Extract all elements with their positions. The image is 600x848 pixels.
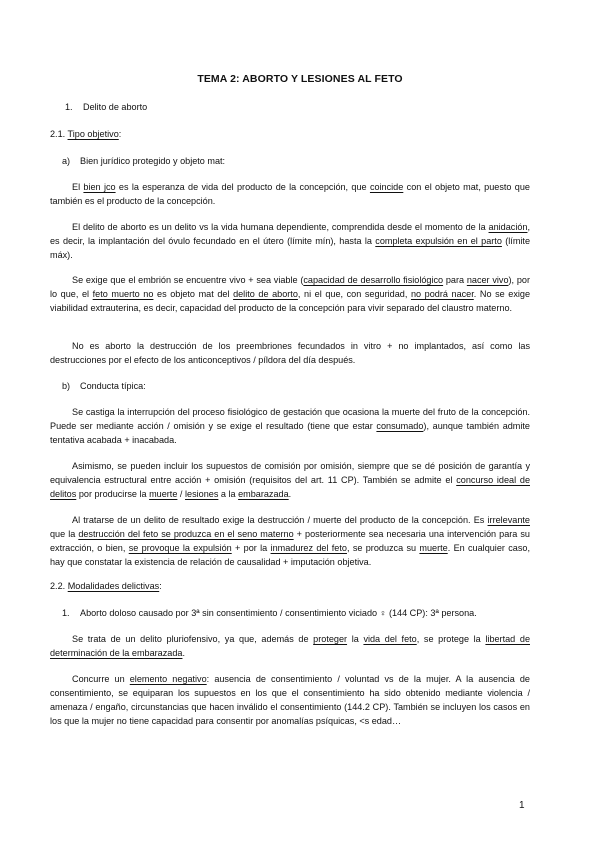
- paragraph-3: [50, 274, 530, 316]
- underlined-text: nacer vivo: [466, 275, 509, 285]
- text: . No se exige viabilidad extrauterina, es decir, capacidad del producto de la concepción para vivir separado del claustro materno.: [50, 288, 531, 313]
- paragraph-2: [50, 221, 530, 263]
- list-marker: a): [62, 156, 71, 166]
- list-marker: b): [62, 381, 71, 391]
- text: con el objeto mat, puesto que también es el producto de la concepción.: [50, 182, 530, 206]
- text: por producirse la: [76, 488, 150, 499]
- text: + posteriormente sea necesaria una intervención para su extracción, o bien,: [50, 528, 530, 553]
- underlined-text: capacidad de desarrollo fisiológico: [303, 275, 444, 285]
- paragraph-5: [50, 406, 530, 448]
- text: Se trata de un delito pluriofensivo, ya que, además de: [72, 634, 314, 644]
- subsection-heading-2-2: [50, 581, 162, 591]
- text: , se protege la: [416, 634, 486, 644]
- text: es la esperanza de vida del producto de la concepción, que: [115, 182, 370, 192]
- underlined-text: lesiones: [185, 488, 219, 499]
- underlined-text: elemento negativo: [129, 674, 207, 684]
- text: , ni el que, con seguridad,: [297, 288, 411, 299]
- text: No es aborto la destrucción de los preembriones fecundados in vitro + no implantados, así como las destrucciones por el efecto de los anticonceptivos / píldora del día después.: [50, 341, 530, 365]
- list-label: Bien jurídico protegido y objeto mat:: [80, 156, 226, 166]
- text: a la: [218, 488, 239, 499]
- text: , se produzca su: [346, 542, 420, 553]
- underlined-text: concurso ideal de delitos: [50, 474, 530, 499]
- underlined-text: vida del feto: [363, 634, 417, 644]
- text: .: [288, 488, 292, 499]
- list-item-1: [62, 608, 477, 618]
- underlined-text: muerte: [149, 488, 178, 499]
- subsection-label: Tipo objetivo: [67, 129, 119, 139]
- paragraph-1: [50, 181, 530, 209]
- text: + por la: [231, 542, 271, 553]
- text: Asimismo, se pueden incluir los supuestos de comisión por omisión, siempre que se dé posición de garantía y equivalencia estructural entre acción + omisión (requisitos del art. 11 CP). También se admite el: [50, 461, 530, 485]
- text: ), aunque también admite tentativa acabada + inacabada.: [50, 420, 530, 445]
- text: El: [72, 182, 84, 192]
- underlined-text: inmadurez del feto: [270, 542, 347, 553]
- subsection-suffix: :: [118, 129, 122, 139]
- list-label: Aborto doloso causado por 3ª sin consentimiento / consentimiento viciado ♀ (144 CP): 3ª persona.: [80, 608, 477, 618]
- section-heading-1: [65, 102, 147, 112]
- section-label: Delito de aborto: [83, 102, 148, 112]
- paragraph-8: [50, 633, 530, 661]
- underlined-text: feto muerto no: [92, 288, 154, 299]
- underlined-text: muerte: [419, 542, 448, 553]
- text: /: [177, 488, 185, 499]
- text: Se exige que el embrión se encuentre vivo + sea viable (: [72, 275, 304, 285]
- underlined-text: no podrá nacer: [410, 288, 474, 299]
- subsection-number: 2.1.: [50, 129, 68, 139]
- section-number: 1.: [65, 102, 73, 112]
- text: (límite máx).: [50, 235, 530, 260]
- text: : ausencia de consentimiento / voluntad vs de la mujer. A la ausencia de consentimiento, se equiparan los supuestos en los que el consentimiento ha sido obtenido mediante violencia / amenaza / engaño, circunstancias que hacen inválido el consentimiento (144.2 CP). También se incluyen los casos en los que la mujer no tiene capacidad para consentir por anomalías psíquicas, <s edad…: [50, 674, 530, 726]
- underlined-text: bien jco: [83, 182, 116, 192]
- underlined-text: se provoque la expulsión: [128, 542, 232, 553]
- underlined-text: delito de aborto: [233, 288, 298, 299]
- underlined-text: anidación: [488, 222, 528, 232]
- text: , es decir, la implantación del óvulo fecundado en el útero (límite mín), hasta la: [50, 222, 530, 246]
- text: Al tratarse de un delito de resultado exige la destrucción / muerte del producto de la concepción. Es: [72, 515, 488, 525]
- list-marker: 1.: [62, 608, 70, 618]
- subsection-suffix: :: [159, 581, 162, 591]
- text: El delito de aborto es un delito vs la vida humana dependiente, comprendida desde el momento de la: [72, 222, 489, 232]
- text: . En cualquier caso, hay que constatar la existencia de relación de causalidad + imputación objetiva.: [50, 542, 530, 567]
- underlined-text: embarazada: [238, 488, 289, 499]
- subsection-number: 2.2.: [50, 581, 68, 591]
- text: Se castiga la interrupción del proceso fisiológico de gestación que ocasiona la muerte del fruto de la concepción. Puede ser mediante acción / omisión y se exige el resultado (tiene que estar: [50, 407, 530, 431]
- text: Concurre un: [72, 674, 130, 684]
- underlined-text: destrucción del feto se produzca en el seno materno: [78, 528, 294, 539]
- list-item-b: [62, 381, 146, 391]
- text: que la: [50, 528, 79, 539]
- underlined-text: proteger: [313, 634, 348, 644]
- list-item-a: [62, 156, 225, 166]
- text: para: [443, 275, 467, 285]
- paragraph-6: [50, 460, 530, 502]
- underlined-text: libertad de determinación de la embarazada: [50, 634, 530, 658]
- subsection-heading-2-1: [50, 129, 121, 139]
- paragraph-7: [50, 514, 530, 570]
- text: .: [182, 647, 185, 658]
- paragraph-9: [50, 673, 530, 729]
- text: la: [347, 634, 364, 644]
- page-title: TEMA 2: ABORTO Y LESIONES AL FETO: [197, 73, 403, 85]
- text: es objeto mat del: [153, 288, 234, 299]
- underlined-text: completa expulsión en el parto: [375, 235, 502, 246]
- underlined-text: consumado: [376, 420, 424, 431]
- subsection-label: Modalidades delictivas: [67, 581, 160, 591]
- paragraph-4: [50, 340, 530, 368]
- page-number: 1: [519, 800, 525, 811]
- underlined-text: irrelevante: [487, 515, 530, 525]
- underlined-text: coincide: [369, 182, 404, 192]
- text: ), por lo que, el: [50, 275, 530, 299]
- list-label: Conducta típica:: [80, 381, 146, 391]
